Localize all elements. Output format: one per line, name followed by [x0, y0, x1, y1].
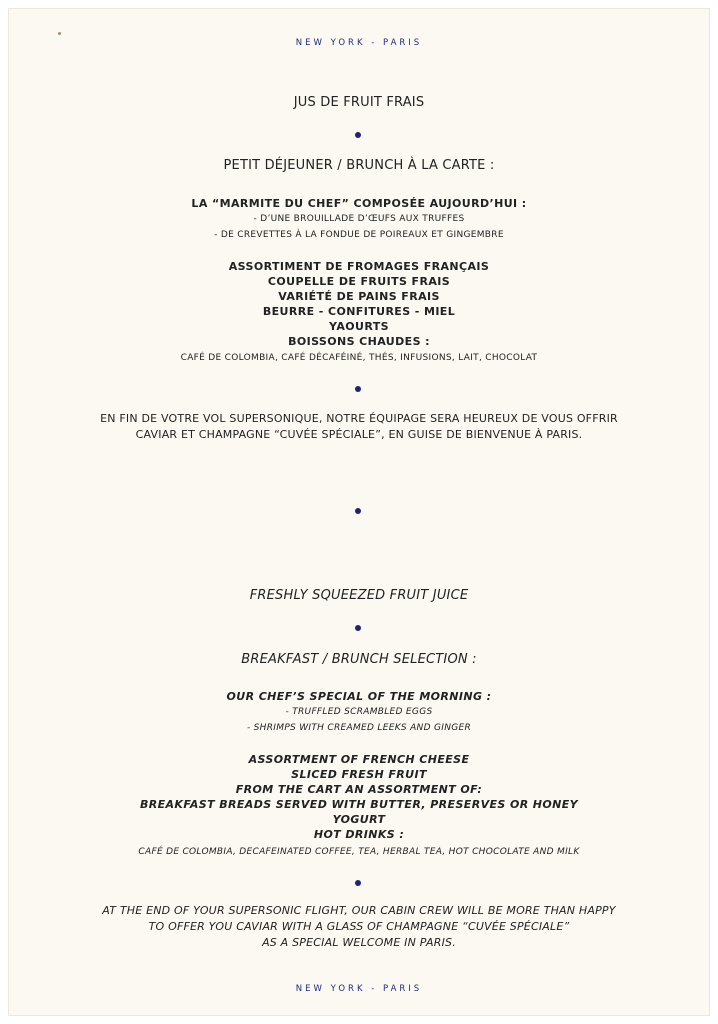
en-closing-line: TO OFFER YOU CAVIAR WITH A GLASS OF CHAMPAGNE “CUVÉE SPÉCIALE”: [148, 920, 570, 933]
fr-selection-item: VARIÉTÉ DE PAINS FRAIS: [278, 290, 440, 303]
fr-closing-line: EN FIN DE VOTRE VOL SUPERSONIQUE, NOTRE ÉQUIPAGE SERA HEUREUX DE VOUS OFFRIR: [100, 412, 618, 425]
fr-juice-heading: JUS DE FRUIT FRAIS: [293, 95, 425, 110]
header-route: NEW YORK - PARIS: [295, 38, 423, 48]
fr-closing-line: CAVIAR ET CHAMPAGNE “CUVÉE SPÉCIALE”, EN GUISE DE BIENVENUE À PARIS.: [135, 428, 583, 441]
en-brunch-heading: BREAKFAST / BRUNCH SELECTION :: [241, 652, 477, 667]
fr-selection-item: COUPELLE DE FRUITS FRAIS: [267, 275, 451, 288]
fr-hot-drinks-heading: BOISSONS CHAUDES :: [288, 335, 430, 348]
fr-brunch-heading: PETIT DÉJEUNER / BRUNCH À LA CARTE :: [223, 158, 495, 173]
en-selection-item: ASSORTMENT OF FRENCH CHEESE: [248, 753, 470, 766]
section-divider-dot: [355, 508, 361, 514]
separator-dot: [355, 132, 361, 138]
en-selection-item: YOGURT: [332, 813, 386, 826]
en-drinks-list: CAFÉ DE COLOMBIA, DECAFEINATED COFFEE, TEA, HERBAL TEA, HOT CHOCOLATE AND MILK: [138, 847, 580, 857]
fr-selection-item: YAOURTS: [329, 320, 389, 333]
en-selection-item: BREAKFAST BREADS SERVED WITH BUTTER, PRESERVES OR HONEY: [139, 798, 579, 811]
en-special-item: - TRUFFLED SCRAMBLED EGGS: [285, 707, 433, 717]
fr-selection-item: ASSORTIMENT DE FROMAGES FRANÇAIS: [228, 260, 490, 273]
separator-dot: [355, 386, 361, 392]
fr-marmite-heading: LA “MARMITE DU CHEF” COMPOSÉE AUJOURD’HUI :: [191, 197, 527, 210]
en-hot-drinks-heading: HOT DRINKS :: [313, 828, 405, 841]
en-selection-item: FROM THE CART AN ASSORTMENT OF:: [235, 783, 483, 796]
fr-drinks-list: CAFÉ DE COLOMBIA, CAFÉ DÉCAFÉINÉ, THÉS, INFUSIONS, LAIT, CHOCOLAT: [180, 353, 538, 363]
separator-dot: [355, 880, 361, 886]
en-special-heading: OUR CHEF’S SPECIAL OF THE MORNING :: [226, 690, 492, 703]
en-special-item: - SHRIMPS WITH CREAMED LEEKS AND GINGER: [246, 723, 472, 733]
paper-speck: [58, 32, 61, 35]
en-juice-heading: FRESHLY SQUEEZED FRUIT JUICE: [249, 588, 469, 603]
en-closing-line: AS A SPECIAL WELCOME IN PARIS.: [262, 936, 456, 949]
fr-marmite-item: - DE CREVETTES À LA FONDUE DE POIREAUX ET GINGEMBRE: [214, 230, 504, 240]
fr-selection-item: BEURRE - CONFITURES - MIEL: [262, 305, 456, 318]
footer-route: NEW YORK - PARIS: [295, 984, 423, 994]
en-selection-item: SLICED FRESH FRUIT: [291, 768, 427, 781]
fr-marmite-item: - D’UNE BROUILLADE D’ŒUFS AUX TRUFFES: [253, 214, 465, 224]
en-closing-line: AT THE END OF YOUR SUPERSONIC FLIGHT, OUR CABIN CREW WILL BE MORE THAN HAPPY: [102, 904, 616, 917]
separator-dot: [355, 625, 361, 631]
